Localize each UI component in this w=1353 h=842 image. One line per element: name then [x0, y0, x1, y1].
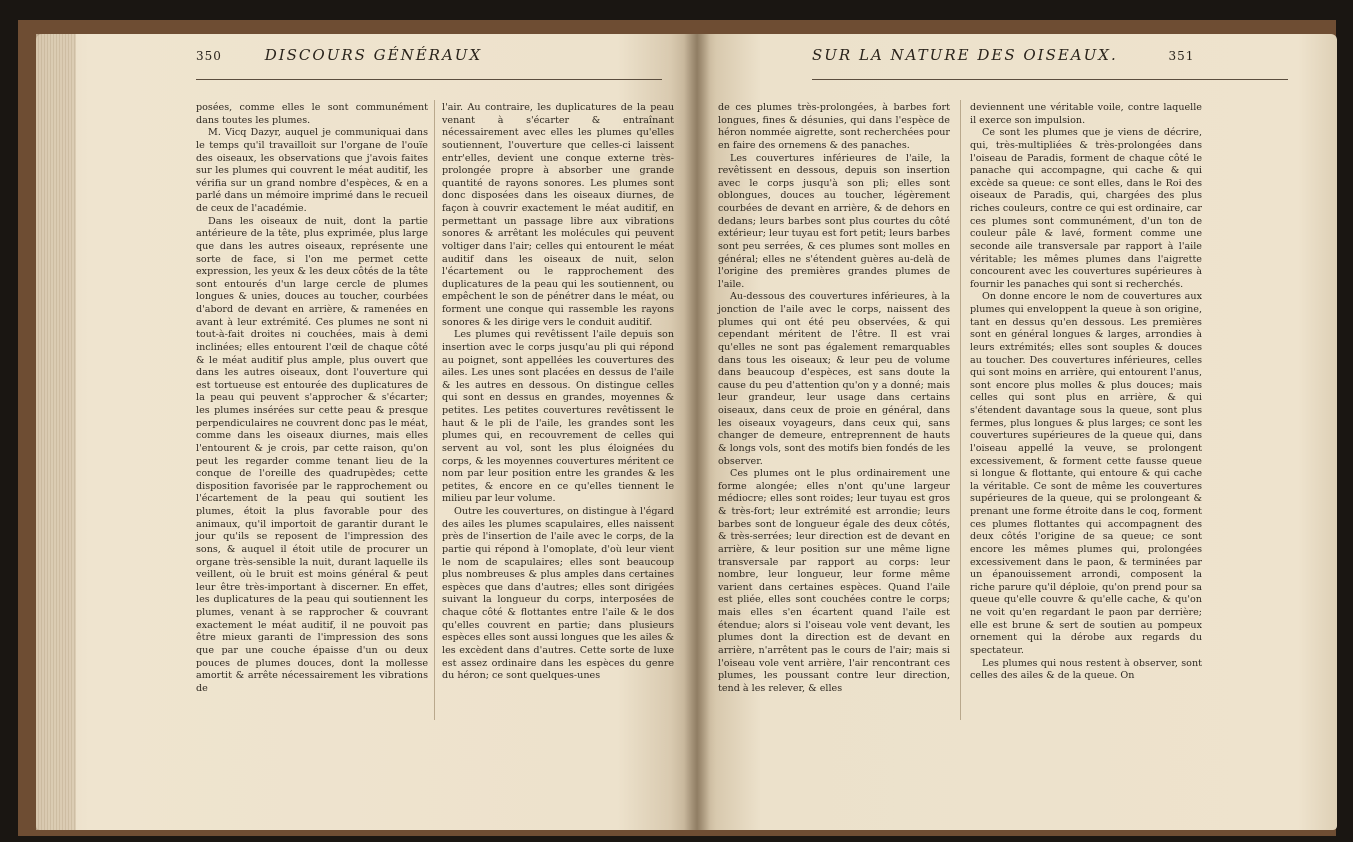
left-page-number: 350 [196, 49, 222, 63]
right-page-column-1 [718, 102, 950, 695]
right-header-rule [812, 79, 1288, 80]
left-page-column-2 [442, 102, 674, 683]
left-running-header [196, 46, 482, 64]
paragraph: Au-dessous des couvertures inférieures, à la jonction de l'aile avec le corps, naissent des plumes qui ont été peu observées, & qui cependant méritent de l'être. Il est vrai qu'elles ne sont pas également remarquables dans tous les oiseaux; & leur peu de volume dans beaucoup d'espèces, est sans doute la cause du peu d'attention qu'on y a donné; mais leur grandeur, leur usage dans certains oiseaux, dans ceux de proie en général, dans les oiseaux voyageurs, dans ceux qui, sans changer de demeure, entreprennent de hauts & longs vols, sont des motifs bien fondés de les observer. [718, 291, 950, 467]
left-page-column-1 [196, 102, 428, 695]
book-gutter [684, 34, 710, 830]
right-column-divider [960, 100, 961, 720]
right-running-header [812, 46, 1194, 64]
paragraph: Les couvertures inférieures de l'aile, la revêtissent en dessous, depuis son insertion avec le corps jusqu'à son pli; elles sont oblongues, douces au toucher, légèrement courbées de devant en arrière, & de dehors en dedans; leurs barbes sont plus courtes du côté extérieur; leur tuyau est fort petit; leurs barbes sont peu serrées, & ces plumes sont molles en général; elles ne s'étendent guères au-delà de l'origine des premières grandes plumes de l'aile. [718, 152, 950, 290]
paragraph: On donne encore le nom de couvertures aux plumes qui enveloppent la queue à son origine, tant en dessus qu'en dessous. Les premières sont en général longues & larges, arrondies à leurs extrémités; elles sont souples & douces au toucher. Des couvertures inférieures, celles qui sont moins en arrière, qui entourent l'anus, sont encore plus molles & plus douces; mais celles qui sont plus en arrière, & qui s'étendent davantage sous la queue, sont plus fermes, plus longues & plus larges; ce sont les couvertures supérieures de la queue qui, dans l'oiseau appellé la veuve, se prolongent excessivement, & forment cette fausse queue si longue & flottante, qui entoure & qui cache la véritable. Ce sont de même les couvertures supérieures de la queue, qui se prolongeant & prenant une forme étroite dans le coq, forment ces plumes flottantes qui accompagnent des deux côtés l'origine de sa queue; ce sont encore les mêmes plumes qui, prolongées excessivement dans le paon, & terminées par un épanouissement arrondi, composent la riche parure qu'il déploie, qu'on prend pour sa queue qu'elle couvre & qu'elle cache, & qu'on ne voit qu'en regardant le paon par derrière; elle est brune & sert de soutien au pompeux ornement qui la dérobe aux regards du spectateur. [970, 291, 1202, 656]
right-running-head-title: SUR LA NATURE DES OISEAUX. [812, 46, 1118, 64]
right-page-number: 351 [1168, 49, 1195, 63]
paragraph: deviennent une véritable voile, contre laquelle il exerce son impulsion. [970, 102, 1202, 126]
paragraph: Les plumes qui nous restent à observer, sont celles des ailes & de la queue. On [970, 657, 1202, 682]
paragraph: de ces plumes très-prolongées, à barbes fort longues, fines & désunies, qui dans l'espèce de héron nommée aigrette, sont recherchées pour en faire des ornemens & des panaches. [718, 102, 950, 151]
paragraph: Les plumes qui revêtissent l'aile depuis son insertion avec le corps jusqu'au pli qui répond au poignet, sont appellées les couvertures des ailes. Les unes sont placées en dessus de l'aile & les autres en dessous. On distingue celles qui sont en dessus en grandes, moyennes & petites. Les petites couvertures revêtissent le haut & le pli de l'aile, les grandes sont les plumes qui, en recouvrement de celles qui servent au vol, sont les plus éloignées du corps, & les moyennes couvertures méritent ce nom par leur position entre les grandes & les petites, & encore en ce qu'elles tiennent le milieu par leur volume. [442, 329, 674, 505]
left-column-divider [434, 100, 435, 720]
paragraph: Dans les oiseaux de nuit, dont la partie antérieure de la tête, plus exprimée, plus large que dans les autres oiseaux, représente une sorte de face, si l'on me permet cette expression, les yeux & les deux côtés de la tête sont entourés d'un large cercle de plumes longues & unies, douces au toucher, courbées d'abord de devant en arrière, & ramenées en avant à leur extrémité. Ces plumes ne sont ni tout-à-fait droites ni couchées, mais à demi inclinées; elles entourent l'œil de chaque côté & le méat auditif plus ample, plus ouvert que dans les autres oiseaux, dont l'ouverture qui est tortueuse est entourée des duplicatures de la peau qui peuvent s'approcher & s'écarter; les plumes insérées sur cette peau & presque perpendiculaires ne couvrent donc pas le méat, comme dans les oiseaux diurnes, mais elles l'entourent & je crois, par cette raison, qu'on peut les regarder comme tenant lieu de la conque de l'oreille des quadrupèdes; cette disposition favorisée par le rapprochement ou l'écartement de la peau qui soutient les plumes, étoit la plus favorable pour des animaux, qu'il importoit de garantir durant le jour qu'ils se reposent de l'impression des sons, & auquel il étoit utile de procurer un organe très-sensible la nuit, durant laquelle ils veillent, où le bruit est moins général & peut leur être très-important à discerner. En effet, les duplicatures de la peau qui soutiennent les plumes, venant à se rapprocher & couvrant exactement le méat auditif, il ne pouvoit pas être mieux garanti de l'impression des sons que par une couche épaisse d'un ou deux pouces de plumes douces, dont la mollesse amortit & arrête nécessairement les vibrations de [196, 215, 428, 694]
paragraph: posées, comme elles le sont communément dans toutes les plumes. [196, 102, 428, 126]
paragraph: Ces plumes ont le plus ordinairement une forme alongée; elles n'ont qu'une largeur médiocre; elles sont roides; leur tuyau est gros & très-fort; leur extrémité est arrondie; leurs barbes sont de longueur égale des deux côtés, & très-serrées; leur direction est de devant en arrière, & leur position sur une même ligne transversale par rapport au corps: leur nombre, leur longueur, leur forme même varient dans certaines espèces. Quand l'aile est pliée, elles sont couchées contre le corps; mais elles s'en écartent quand l'aile est étendue; alors si l'oiseau vole vent devant, les plumes dont la direction est de devant en arrière, n'arrêtent pas le cours de l'air; mais si l'oiseau vole vent arrière, l'air rencontrant ces plumes, les poussant contre leur direction, tend à les relever, & elles [718, 468, 950, 694]
right-page-column-2 [970, 102, 1202, 683]
paragraph: M. Vicq Dazyr, auquel je communiquai dans le temps qu'il travailloit sur l'organe de l'ouïe des oiseaux, les observations que j'avois faites sur les plumes qui couvrent le méat auditif, les vérifia sur un grand nombre d'espèces, & en a parlé dans un mémoire imprimé dans le recueil de ceux de l'académie. [196, 127, 428, 214]
page-edges [36, 34, 76, 830]
paragraph: Ce sont les plumes que je viens de décrire, qui, très-multipliées & très-prolongées dans l'oiseau de Paradis, forment de chaque côté le panache qui accompagne, qui cache & qui excède sa queue: ce sont elles, dans le Roi des oiseaux de Paradis, qui, chargées des plus riches couleurs, contre ce qui est ordinaire, car ces plumes sont communément, d'un ton de couleur pâle & lavé, forment comme une seconde aile transversale par rapport à l'aile véritable; les mêmes plumes dans l'aigrette concourent avec les couvertures supérieures à fournir les panaches qui sont si recherchés. [970, 127, 1202, 290]
paragraph: Outre les couvertures, on distingue à l'égard des ailes les plumes scapulaires, elles naissent près de l'insertion de l'aile avec le corps, de la partie qui répond à l'omoplate, d'où leur vient le nom de scapulaires; elles sont beaucoup plus nombreuses & plus amples dans certaines espèces que dans d'autres; elles sont dirigées suivant la longueur du corps, interposées de chaque côté & flottantes entre l'aile & le dos qu'elles couvrent en partie; dans plusieurs espèces elles sont aussi longues que les ailes & les excèdent dans d'autres. Cette sorte de luxe est assez ordinaire dans les espèces du genre du héron; ce sont quelques-unes [442, 506, 674, 682]
left-header-rule [196, 79, 662, 80]
left-running-head-title: DISCOURS GÉNÉRAUX [264, 46, 483, 64]
paragraph: l'air. Au contraire, les duplicatures de la peau venant à s'écarter & entraînant nécessairement avec elles les plumes qu'elles soutiennent, l'ouverture que celles-ci laissent entr'elles, devient une conque externe très-prolongée propre à absorber une grande quantité de rayons sonores. Les plumes sont donc disposées dans les oiseaux diurnes, de façon à couvrir exactement le méat auditif, en permettant un passage libre aux vibrations sonores & arrêtant les molécules qui peuvent voltiger dans l'air; celles qui entourent le méat auditif dans les oiseaux de nuit, selon l'écartement ou le rapprochement des duplicatures de la peau qui les soutiennent, ou empêchent le son de pénétrer dans le méat, ou forment une conque qui rassemble les rayons sonores & les dirige vers le conduit auditif. [442, 102, 674, 328]
